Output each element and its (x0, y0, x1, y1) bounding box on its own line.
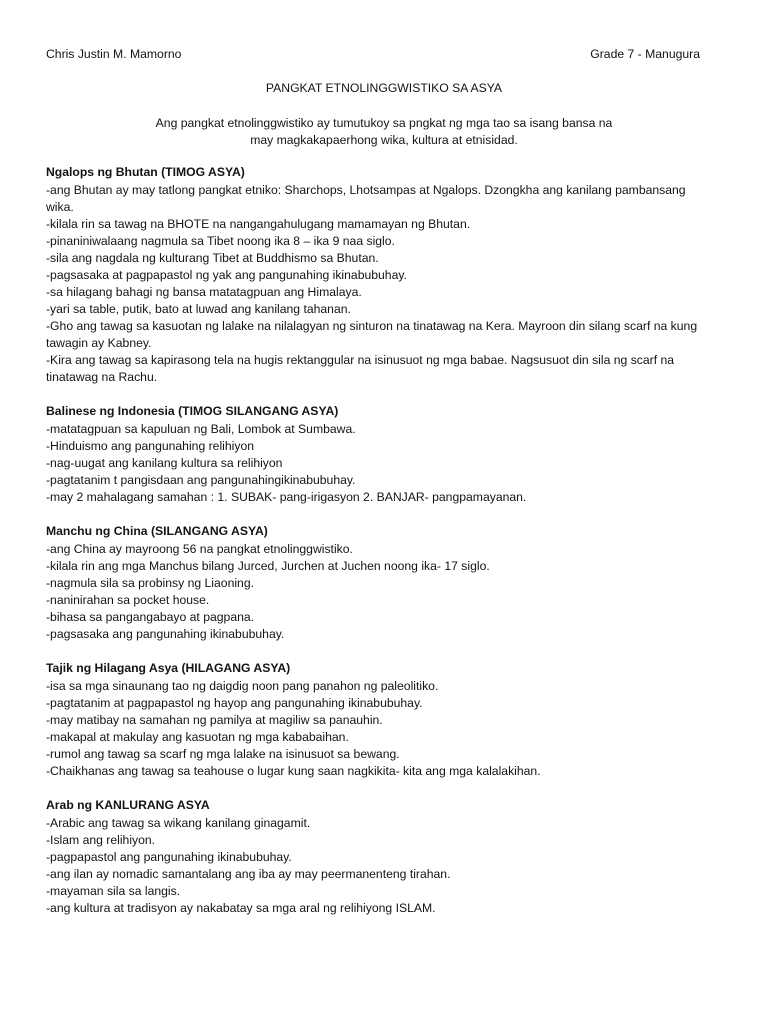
section-line: -Gho ang tawag sa kasuotan ng lalake na nilalagyan ng sinturon na tinatawag na Kera. Mayroon din silang scarf na kung (46, 319, 698, 333)
section-line: wika. (46, 200, 74, 214)
section-line: -pagpapastol ang pangunahing ikinabubuhay. (46, 850, 292, 864)
section-line: -rumol ang tawag sa scarf ng mga lalake na isinusuot sa bewang. (46, 747, 400, 761)
section-heading: Ngalops ng Bhutan (TIMOG ASYA) (46, 165, 245, 179)
section-line: -Arabic ang tawag sa wikang kanilang ginagamit. (46, 816, 311, 830)
section-line: -pagtatanim at pagpapastol ng hayop ang pangunahing ikinabubuhay. (46, 696, 423, 710)
grade-section: Grade 7 - Manugura (590, 47, 700, 61)
section-2 (46, 403, 726, 506)
section-line: -kilala rin sa tawag na BHOTE na nangangahulugang mamamayan ng Bhutan. (46, 217, 471, 231)
section-line: -Chaikhanas ang tawag sa teahouse o lugar kung saan nagkikita- kita ang mga kalalakihan. (46, 764, 541, 778)
section-1 (46, 164, 726, 386)
section-5 (46, 797, 726, 917)
section-line: -ang ilan ay nomadic samantalang ang iba ay may peermanenteng tirahan. (46, 867, 451, 881)
section-heading: Balinese ng Indonesia (TIMOG SILANGANG ASYA) (46, 404, 339, 418)
intro-paragraph (0, 115, 768, 149)
section-line: -yari sa table, putik, bato at luwad ang kanilang tahanan. (46, 302, 351, 316)
section-line: -nagmula sila sa probinsy ng Liaoning. (46, 576, 254, 590)
section-line: -Kira ang tawag sa kapirasong tela na hugis rektanggular na isinusuot ng mga babae. Nagsusuot din sila ng scarf na (46, 353, 675, 367)
document-title: PANGKAT ETNOLINGGWISTIKO SA ASYA (265, 81, 503, 95)
section-line: -sila ang nagdala ng kulturang Tibet at Buddhismo sa Bhutan. (46, 251, 379, 265)
section-line: -kilala rin ang mga Manchus bilang Jurced, Jurchen at Juchen noong ika- 17 siglo. (46, 559, 490, 573)
section-line: -ang kultura at tradisyon ay nakabatay sa mga aral ng relihiyong ISLAM. (46, 901, 436, 915)
section-heading: Arab ng KANLURANG ASYA (46, 798, 210, 812)
intro-line: Ang pangkat etnolinggwistiko ay tumutukoy sa pngkat ng mga tao sa isang bansa na (155, 116, 613, 130)
intro-line: may magkakapaerhong wika, kultura at etnisidad. (250, 133, 518, 147)
document-body (46, 164, 726, 934)
section-line: -bihasa sa pangangabayo at pagpana. (46, 610, 255, 624)
section-line: -naninirahan sa pocket house. (46, 593, 210, 607)
section-line: -Islam ang relihiyon. (46, 833, 156, 847)
section-heading: Manchu ng China (SILANGANG ASYA) (46, 524, 268, 538)
section-line: -matatagpuan sa kapuluan ng Bali, Lombok at Sumbawa. (46, 422, 356, 436)
section-line: -sa hilagang bahagi ng bansa matatagpuan ang Himalaya. (46, 285, 362, 299)
document-header (46, 46, 700, 62)
section-line: -ang Bhutan ay may tatlong pangkat etniko: Sharchops, Lhotsampas at Ngalops. Dzongkha ang kanilang pambansang (46, 183, 686, 197)
student-name: Chris Justin M. Mamorno (46, 47, 182, 61)
section-line: -pagtatanim t pangisdaan ang pangunahingikinabubuhay. (46, 473, 356, 487)
section-heading: Tajik ng Hilagang Asya (HILAGANG ASYA) (46, 661, 291, 675)
section-line: -pagsasaka at pagpapastol ng yak ang pangunahing ikinabubuhay. (46, 268, 407, 282)
section-line: tawagin ay Kabney. (46, 336, 152, 350)
section-line: -pagsasaka ang pangunahing ikinabubuhay. (46, 627, 285, 641)
section-line: -may matibay na samahan ng pamilya at magiliw sa panauhin. (46, 713, 383, 727)
section-line: -isa sa mga sinaunang tao ng daigdig noon pang panahon ng paleolitiko. (46, 679, 439, 693)
section-line: -nag-uugat ang kanilang kultura sa relihiyon (46, 456, 283, 470)
section-line: -pinaniniwalaang nagmula sa Tibet noong ika 8 – ika 9 naa siglo. (46, 234, 395, 248)
section-line: -Hinduismo ang pangunahing relihiyon (46, 439, 255, 453)
section-line: -may 2 mahalagang samahan : 1. SUBAK- pang-irigasyon 2. BANJAR- pangpamayanan. (46, 490, 527, 504)
section-3 (46, 523, 726, 643)
section-line: -ang China ay mayroong 56 na pangkat etnolinggwistiko. (46, 542, 353, 556)
section-line: -mayaman sila sa langis. (46, 884, 181, 898)
section-line: -makapal at makulay ang kasuotan ng mga kababaihan. (46, 730, 349, 744)
section-4 (46, 660, 726, 780)
section-line: tinatawag na Rachu. (46, 370, 158, 384)
